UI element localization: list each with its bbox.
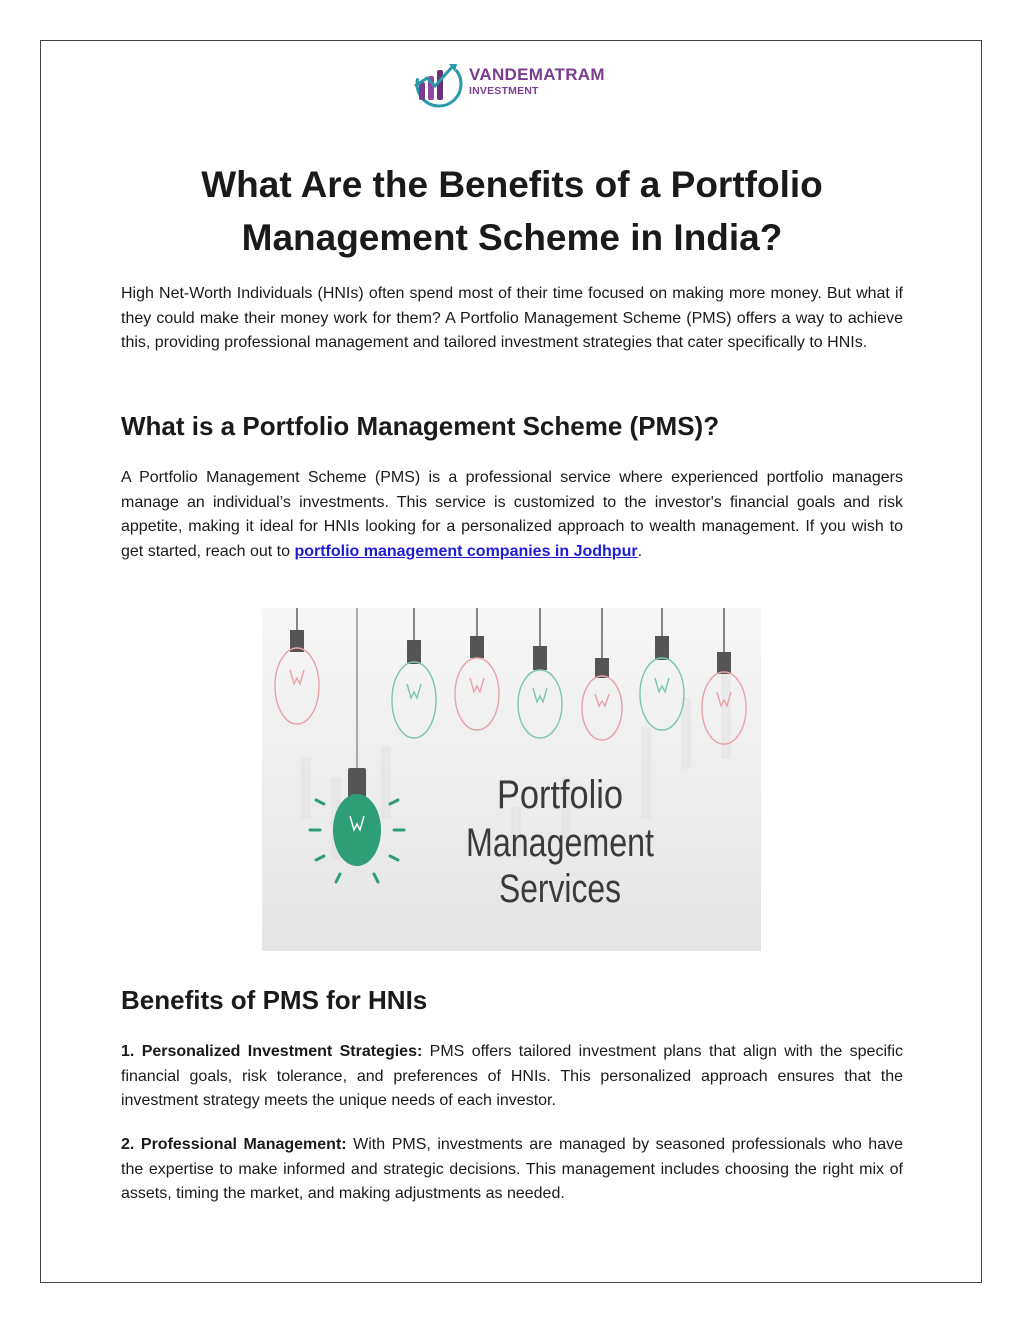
page-title [120, 158, 904, 264]
section-heading-benefits: Benefits of PMS for HNIs [121, 985, 428, 1015]
logo-name: VANDEMATRAM [469, 65, 605, 84]
logo-subtitle: INVESTMENT [469, 85, 539, 97]
logo-mark-icon [407, 56, 467, 112]
pms-definition-paragraph [121, 466, 903, 564]
benefit-item [121, 1133, 903, 1207]
title-line-2: Management Scheme in India? [241, 217, 783, 258]
benefit-text: With PMS, investments are managed by seasoned professionals who have the expertise to make informed and strategic decisions. This management includes choosing the right mix of assets, timing the market, and making adjustments as needed. [121, 1136, 903, 1202]
benefit-lead: 2. Professional Management: [121, 1136, 347, 1153]
portfolio-management-image [262, 608, 761, 951]
image-text-line-2: Management [466, 821, 654, 865]
title-line-1: What Are the Benefits of a Portfolio [201, 164, 823, 205]
image-text-line-1: Portfolio [497, 773, 623, 817]
company-logo [407, 56, 627, 112]
benefit-lead: 1. Personalized Investment Strategies: [121, 1043, 423, 1060]
intro-paragraph: High Net-Worth Individuals (HNIs) often spend most of their time focused on making more money. But what if they could make their money work for them? A Portfolio Management Scheme (PMS) offers a way to achieve this, providing professional management and tailored investment strategies that cater specifically to HNIs. [121, 285, 903, 351]
section-heading-pms: What is a Portfolio Management Scheme (PMS)? [121, 411, 720, 441]
pms-text: A Portfolio Management Scheme (PMS) is a professional service where experienced portfolio managers manage an individual’s investments. This service is customized to the investor's financial goals and risk appetite, making it ideal for HNIs looking for a personalized approach to wealth management. If you wish to get started, reach out to [121, 469, 903, 560]
benefit-text: PMS offers tailored investment plans that align with the specific financial goals, risk tolerance, and preferences of HNIs. This personalized approach ensures that the investment strategy meets the unique needs of each investor. [121, 1043, 904, 1109]
portfolio-companies-link[interactable]: portfolio management companies in Jodhpur [294, 542, 638, 560]
image-text-line-3: Services [499, 867, 621, 911]
pms-text-end: . [637, 542, 643, 560]
benefit-item [121, 1040, 903, 1114]
